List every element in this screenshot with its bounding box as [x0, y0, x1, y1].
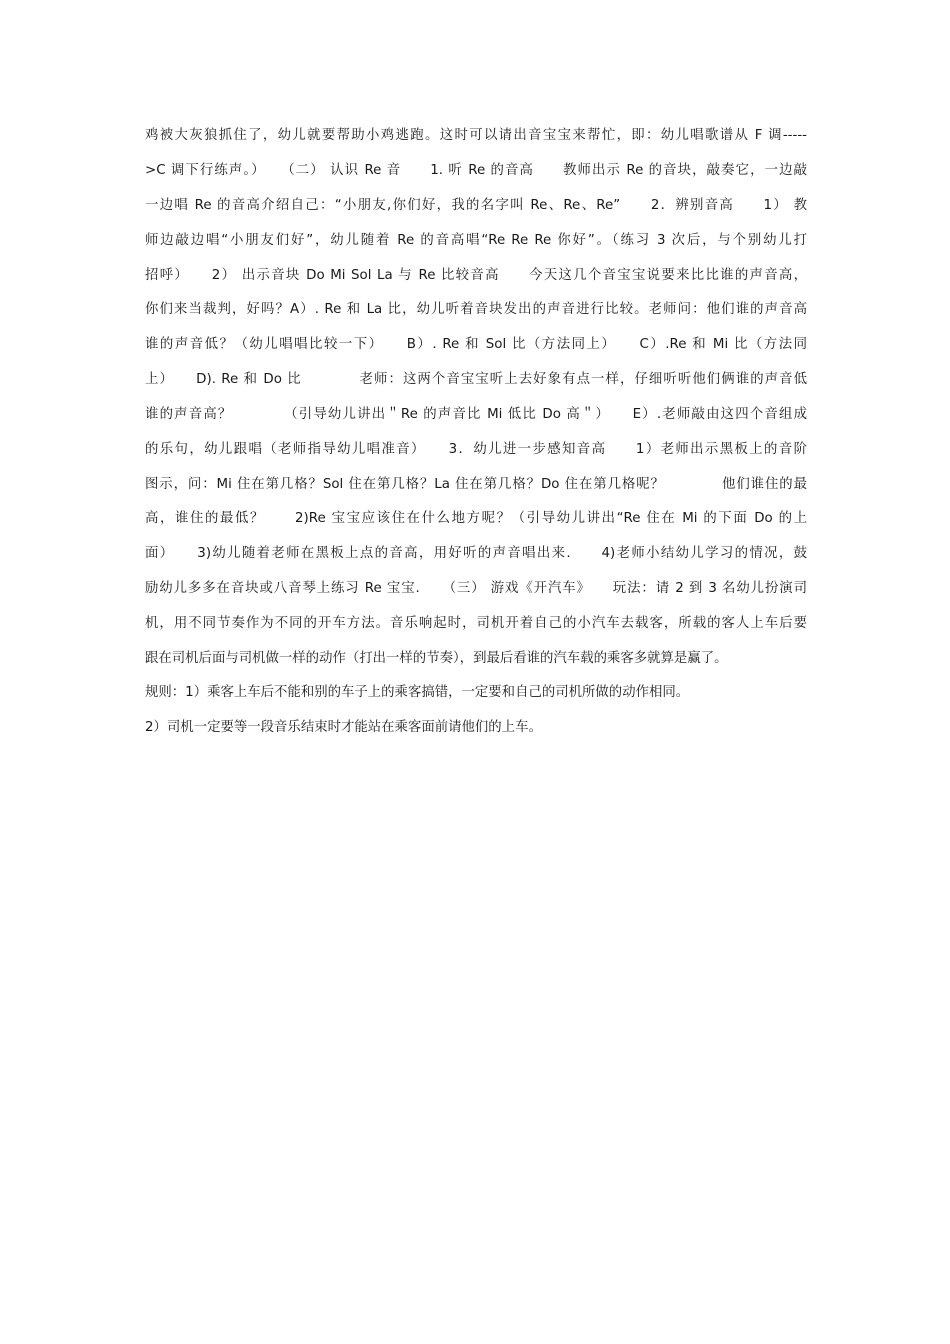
- text-line: 谁的声音高？ （引导幼儿讲出＂Re 的声音比 Mi 低比 Do 高＂） E）.老师敲由这四个音组成: [145, 407, 807, 422]
- text-line: 励幼儿多多在音块或八音琴上练习 Re 宝宝. （三） 游戏《开汽车》 玩法：请 2 到 3 名幼儿扮演司: [145, 581, 807, 596]
- text-line: 机，用不同节奏作为不同的开车方法。音乐响起时，司机开着自己的小汽车去载客，所载的客人上车后要: [145, 616, 807, 631]
- text-line: 招呼） 2） 出示音块 Do Mi Sol La 与 Re 比较音高 今天这几个音宝宝说要来比比谁的声音高，: [145, 268, 807, 283]
- text-line: 图示，问：Mi 住在第几格？Sol 住在第几格？La 住在第几格？Do 住在第几格呢？ 他们谁住的最: [145, 477, 807, 492]
- text-line: 2）司机一定要等一段音乐结束时才能站在乘客面前请他们的上车。: [145, 720, 542, 735]
- text-line: 一边唱 Re 的音高介绍自己：“小朋友,你们好，我的名字叫 Re、Re、Re” 2．辨别音高 1） 教: [145, 198, 807, 213]
- text-line: 鸡被大灰狼抓住了，幼儿就要帮助小鸡逃跑。这时可以请出音宝宝来帮忙，即：幼儿唱歌谱从 F 调-----: [145, 128, 807, 143]
- text-line: 的乐句，幼儿跟唱（老师指导幼儿唱准音） 3．幼儿进一步感知音高 1）老师出示黑板上的音阶: [145, 442, 807, 457]
- text-line: 跟在司机后面与司机做一样的动作（打出一样的节奏），到最后看谁的汽车载的乘客多就算是赢了。: [145, 651, 728, 666]
- text-line: >C 调下行练声。） （二） 认识 Re 音 1. 听 Re 的音高 教师出示 Re 的音块，敲奏它，一边敲: [145, 163, 807, 178]
- text-line: 上） D). Re 和 Do 比 老师：这两个音宝宝听上去好象有点一样，仔细听听他们俩谁的声音低: [145, 372, 807, 387]
- text-line: 面） 3)幼儿随着老师在黑板上点的音高，用好听的声音唱出来. 4)老师小结幼儿学习的情况，鼓: [145, 546, 807, 561]
- text-line: 高，谁住的最低？ 2)Re 宝宝应该住在什么地方呢？（引导幼儿讲出“Re 住在 Mi 的下面 Do 的上: [145, 511, 807, 526]
- text-line: 师边敲边唱“小朋友们好”，幼儿随着 Re 的音高唱“Re Re Re 你好”。（练习 3 次后，与个别幼儿打: [145, 233, 807, 248]
- text-line: 规则：1）乘客上车后不能和别的车子上的乘客搞错，一定要和自己的司机所做的动作相同。: [145, 685, 690, 700]
- text-line: 谁的声音低？（幼儿唱唱比较一下） B）. Re 和 Sol 比（方法同上） C）.Re 和 Mi 比（方法同: [145, 337, 807, 352]
- text-line: 你们来当裁判，好吗？A）. Re 和 La 比，幼儿听着音块发出的声音进行比较。老师问：他们谁的声音高: [145, 302, 807, 317]
